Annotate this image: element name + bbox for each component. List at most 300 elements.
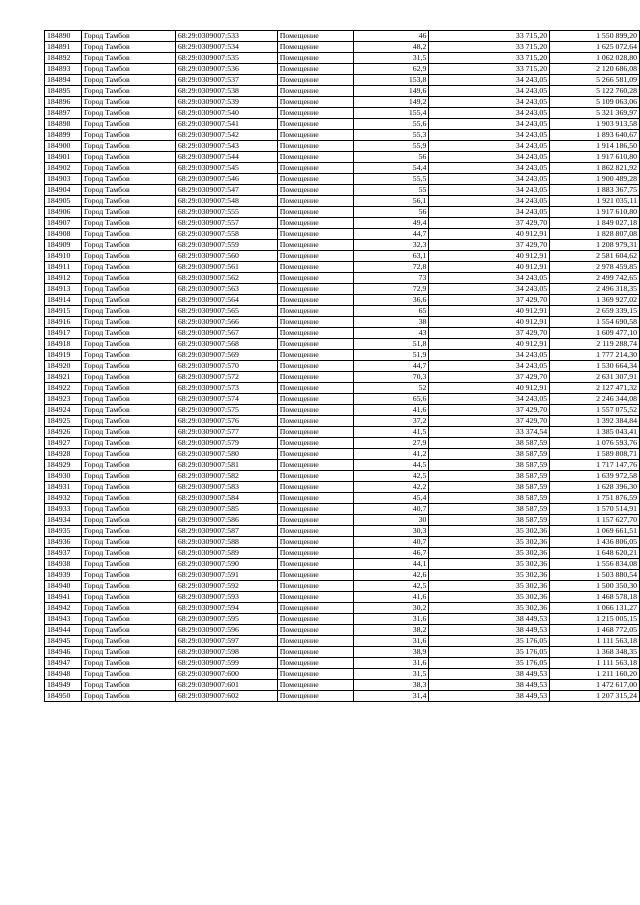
- object-type-cell: Помещение: [277, 130, 353, 141]
- total-value-cell: 1 609 477,10: [550, 328, 640, 339]
- unit-price-cell: 34 243,05: [429, 185, 550, 196]
- total-value-cell: 1 570 514,91: [550, 504, 640, 515]
- unit-price-cell: 34 243,05: [429, 350, 550, 361]
- total-value-cell: 1 648 620,21: [550, 548, 640, 559]
- area-cell: 73: [353, 273, 429, 284]
- area-cell: 44,1: [353, 559, 429, 570]
- cadastral-number-cell: 68:29:0309007:559: [175, 240, 277, 251]
- unit-price-cell: 34 243,05: [429, 196, 550, 207]
- unit-price-cell: 37 429,70: [429, 372, 550, 383]
- table-row: [45, 64, 640, 75]
- object-type-cell: Помещение: [277, 284, 353, 295]
- city-cell: Город Тамбов: [81, 306, 175, 317]
- row-id-cell: 184928: [45, 449, 82, 460]
- unit-price-cell: 34 243,05: [429, 108, 550, 119]
- cadastral-number-cell: 68:29:0309007:569: [175, 350, 277, 361]
- table-row: [45, 361, 640, 372]
- object-type-cell: Помещение: [277, 31, 353, 42]
- unit-price-cell: 38 587,59: [429, 438, 550, 449]
- unit-price-cell: 37 429,70: [429, 295, 550, 306]
- area-cell: 40,7: [353, 537, 429, 548]
- unit-price-cell: 34 243,05: [429, 119, 550, 130]
- area-cell: 38,3: [353, 680, 429, 691]
- object-type-cell: Помещение: [277, 119, 353, 130]
- object-type-cell: Помещение: [277, 581, 353, 592]
- area-cell: 41,5: [353, 427, 429, 438]
- unit-price-cell: 34 243,05: [429, 97, 550, 108]
- total-value-cell: 1 914 186,50: [550, 141, 640, 152]
- object-type-cell: Помещение: [277, 658, 353, 669]
- city-cell: Город Тамбов: [81, 284, 175, 295]
- table-row: [45, 658, 640, 669]
- unit-price-cell: 35 176,05: [429, 636, 550, 647]
- total-value-cell: 1 557 075,52: [550, 405, 640, 416]
- cadastral-number-cell: 68:29:0309007:545: [175, 163, 277, 174]
- cadastral-number-cell: 68:29:0309007:566: [175, 317, 277, 328]
- total-value-cell: 2 119 288,74: [550, 339, 640, 350]
- cadastral-number-cell: 68:29:0309007:543: [175, 141, 277, 152]
- city-cell: Город Тамбов: [81, 339, 175, 350]
- row-id-cell: 184901: [45, 152, 82, 163]
- city-cell: Город Тамбов: [81, 42, 175, 53]
- city-cell: Город Тамбов: [81, 427, 175, 438]
- area-cell: 41,2: [353, 449, 429, 460]
- row-id-cell: 184915: [45, 306, 82, 317]
- row-id-cell: 184937: [45, 548, 82, 559]
- cadastral-number-cell: 68:29:0309007:587: [175, 526, 277, 537]
- unit-price-cell: 37 429,70: [429, 218, 550, 229]
- cadastral-number-cell: 68:29:0309007:541: [175, 119, 277, 130]
- city-cell: Город Тамбов: [81, 273, 175, 284]
- row-id-cell: 184907: [45, 218, 82, 229]
- table-row: [45, 570, 640, 581]
- table-row: [45, 394, 640, 405]
- object-type-cell: Помещение: [277, 328, 353, 339]
- total-value-cell: 1 500 350,30: [550, 581, 640, 592]
- table-row: [45, 537, 640, 548]
- city-cell: Город Тамбов: [81, 152, 175, 163]
- total-value-cell: 2 127 471,32: [550, 383, 640, 394]
- city-cell: Город Тамбов: [81, 229, 175, 240]
- cadastral-number-cell: 68:29:0309007:557: [175, 218, 277, 229]
- area-cell: 49,4: [353, 218, 429, 229]
- table-row: [45, 42, 640, 53]
- object-type-cell: Помещение: [277, 163, 353, 174]
- object-type-cell: Помещение: [277, 493, 353, 504]
- total-value-cell: 1 111 563,18: [550, 658, 640, 669]
- row-id-cell: 184911: [45, 262, 82, 273]
- unit-price-cell: 38 449,53: [429, 691, 550, 702]
- total-value-cell: 1 368 348,35: [550, 647, 640, 658]
- row-id-cell: 184895: [45, 86, 82, 97]
- total-value-cell: 1 900 489,28: [550, 174, 640, 185]
- city-cell: Город Тамбов: [81, 405, 175, 416]
- area-cell: 56: [353, 152, 429, 163]
- row-id-cell: 184925: [45, 416, 82, 427]
- cadastral-number-cell: 68:29:0309007:590: [175, 559, 277, 570]
- table-row: [45, 163, 640, 174]
- row-id-cell: 184899: [45, 130, 82, 141]
- unit-price-cell: 34 243,05: [429, 152, 550, 163]
- table-row: [45, 427, 640, 438]
- unit-price-cell: 38 587,59: [429, 493, 550, 504]
- city-cell: Город Тамбов: [81, 317, 175, 328]
- city-cell: Город Тамбов: [81, 75, 175, 86]
- unit-price-cell: 35 302,36: [429, 570, 550, 581]
- cadastral-number-cell: 68:29:0309007:548: [175, 196, 277, 207]
- unit-price-cell: 34 243,05: [429, 75, 550, 86]
- unit-price-cell: 40 912,91: [429, 383, 550, 394]
- unit-price-cell: 34 243,05: [429, 207, 550, 218]
- object-type-cell: Помещение: [277, 174, 353, 185]
- area-cell: 65: [353, 306, 429, 317]
- unit-price-cell: 34 243,05: [429, 86, 550, 97]
- total-value-cell: 1 589 808,71: [550, 449, 640, 460]
- unit-price-cell: 38 587,59: [429, 482, 550, 493]
- city-cell: Город Тамбов: [81, 658, 175, 669]
- table-row: [45, 405, 640, 416]
- object-type-cell: Помещение: [277, 416, 353, 427]
- object-type-cell: Помещение: [277, 592, 353, 603]
- city-cell: Город Тамбов: [81, 383, 175, 394]
- city-cell: Город Тамбов: [81, 251, 175, 262]
- unit-price-cell: 35 176,05: [429, 647, 550, 658]
- area-cell: 54,4: [353, 163, 429, 174]
- cadastral-number-cell: 68:29:0309007:594: [175, 603, 277, 614]
- city-cell: Город Тамбов: [81, 163, 175, 174]
- table-row: [45, 636, 640, 647]
- total-value-cell: 1 211 160,20: [550, 669, 640, 680]
- area-cell: 149,2: [353, 97, 429, 108]
- area-cell: 37,2: [353, 416, 429, 427]
- unit-price-cell: 33 374,54: [429, 427, 550, 438]
- city-cell: Город Тамбов: [81, 108, 175, 119]
- total-value-cell: 1 472 617,00: [550, 680, 640, 691]
- area-cell: 44,7: [353, 229, 429, 240]
- object-type-cell: Помещение: [277, 141, 353, 152]
- row-id-cell: 184912: [45, 273, 82, 284]
- cadastral-number-cell: 68:29:0309007:564: [175, 295, 277, 306]
- row-id-cell: 184896: [45, 97, 82, 108]
- city-cell: Город Тамбов: [81, 592, 175, 603]
- object-type-cell: Помещение: [277, 471, 353, 482]
- total-value-cell: 1 917 610,80: [550, 207, 640, 218]
- object-type-cell: Помещение: [277, 185, 353, 196]
- city-cell: Город Тамбов: [81, 581, 175, 592]
- row-id-cell: 184913: [45, 284, 82, 295]
- unit-price-cell: 37 429,70: [429, 240, 550, 251]
- cadastral-number-cell: 68:29:0309007:582: [175, 471, 277, 482]
- row-id-cell: 184945: [45, 636, 82, 647]
- object-type-cell: Помещение: [277, 207, 353, 218]
- row-id-cell: 184919: [45, 350, 82, 361]
- total-value-cell: 1 828 807,08: [550, 229, 640, 240]
- area-cell: 42,5: [353, 471, 429, 482]
- city-cell: Город Тамбов: [81, 680, 175, 691]
- table-row: [45, 592, 640, 603]
- row-id-cell: 184929: [45, 460, 82, 471]
- city-cell: Город Тамбов: [81, 31, 175, 42]
- row-id-cell: 184916: [45, 317, 82, 328]
- row-id-cell: 184939: [45, 570, 82, 581]
- area-cell: 42,5: [353, 581, 429, 592]
- city-cell: Город Тамбов: [81, 174, 175, 185]
- cadastral-number-cell: 68:29:0309007:585: [175, 504, 277, 515]
- cadastral-number-cell: 68:29:0309007:596: [175, 625, 277, 636]
- cadastral-number-cell: 68:29:0309007:534: [175, 42, 277, 53]
- object-type-cell: Помещение: [277, 317, 353, 328]
- object-type-cell: Помещение: [277, 614, 353, 625]
- unit-price-cell: 40 912,91: [429, 251, 550, 262]
- area-cell: 51,9: [353, 350, 429, 361]
- city-cell: Город Тамбов: [81, 471, 175, 482]
- table-row: [45, 680, 640, 691]
- cadastral-number-cell: 68:29:0309007:560: [175, 251, 277, 262]
- row-id-cell: 184906: [45, 207, 82, 218]
- cadastral-number-cell: 68:29:0309007:586: [175, 515, 277, 526]
- row-id-cell: 184934: [45, 515, 82, 526]
- area-cell: 56: [353, 207, 429, 218]
- area-cell: 38,9: [353, 647, 429, 658]
- city-cell: Город Тамбов: [81, 262, 175, 273]
- city-cell: Город Тамбов: [81, 240, 175, 251]
- row-id-cell: 184922: [45, 383, 82, 394]
- cadastral-number-cell: 68:29:0309007:546: [175, 174, 277, 185]
- row-id-cell: 184942: [45, 603, 82, 614]
- area-cell: 56,1: [353, 196, 429, 207]
- cadastral-number-cell: 68:29:0309007:555: [175, 207, 277, 218]
- unit-price-cell: 34 243,05: [429, 141, 550, 152]
- table-row: [45, 240, 640, 251]
- object-type-cell: Помещение: [277, 504, 353, 515]
- total-value-cell: 5 321 369,97: [550, 108, 640, 119]
- total-value-cell: 1 436 806,05: [550, 537, 640, 548]
- row-id-cell: 184917: [45, 328, 82, 339]
- table-row: [45, 174, 640, 185]
- unit-price-cell: 38 449,53: [429, 625, 550, 636]
- area-cell: 155,4: [353, 108, 429, 119]
- table-row: [45, 86, 640, 97]
- cadastral-number-cell: 68:29:0309007:584: [175, 493, 277, 504]
- cadastral-number-cell: 68:29:0309007:568: [175, 339, 277, 350]
- cadastral-number-cell: 68:29:0309007:561: [175, 262, 277, 273]
- total-value-cell: 1 111 563,18: [550, 636, 640, 647]
- city-cell: Город Тамбов: [81, 130, 175, 141]
- cadastral-number-cell: 68:29:0309007:599: [175, 658, 277, 669]
- unit-price-cell: 33 715,20: [429, 31, 550, 42]
- object-type-cell: Помещение: [277, 438, 353, 449]
- unit-price-cell: 34 243,05: [429, 273, 550, 284]
- table-row: [45, 141, 640, 152]
- row-id-cell: 184944: [45, 625, 82, 636]
- cadastral-number-cell: 68:29:0309007:576: [175, 416, 277, 427]
- table-row: [45, 383, 640, 394]
- area-cell: 62,9: [353, 64, 429, 75]
- row-id-cell: 184935: [45, 526, 82, 537]
- cadastral-number-cell: 68:29:0309007:579: [175, 438, 277, 449]
- cadastral-number-cell: 68:29:0309007:601: [175, 680, 277, 691]
- city-cell: Город Тамбов: [81, 515, 175, 526]
- cadastral-number-cell: 68:29:0309007:572: [175, 372, 277, 383]
- total-value-cell: 1 777 214,30: [550, 350, 640, 361]
- total-value-cell: 2 496 318,35: [550, 284, 640, 295]
- table-row: [45, 207, 640, 218]
- unit-price-cell: 40 912,91: [429, 229, 550, 240]
- object-type-cell: Помещение: [277, 306, 353, 317]
- area-cell: 38,2: [353, 625, 429, 636]
- table-row: [45, 647, 640, 658]
- row-id-cell: 184894: [45, 75, 82, 86]
- object-type-cell: Помещение: [277, 526, 353, 537]
- unit-price-cell: 37 429,70: [429, 416, 550, 427]
- cadastral-number-cell: 68:29:0309007:581: [175, 460, 277, 471]
- unit-price-cell: 40 912,91: [429, 317, 550, 328]
- cadastral-number-cell: 68:29:0309007:538: [175, 86, 277, 97]
- table-row: [45, 273, 640, 284]
- area-cell: 65,6: [353, 394, 429, 405]
- object-type-cell: Помещение: [277, 636, 353, 647]
- object-type-cell: Помещение: [277, 537, 353, 548]
- row-id-cell: 184918: [45, 339, 82, 350]
- total-value-cell: 5 266 581,09: [550, 75, 640, 86]
- unit-price-cell: 35 302,36: [429, 559, 550, 570]
- row-id-cell: 184900: [45, 141, 82, 152]
- city-cell: Город Тамбов: [81, 350, 175, 361]
- area-cell: 72,8: [353, 262, 429, 273]
- row-id-cell: 184897: [45, 108, 82, 119]
- total-value-cell: 1 625 072,64: [550, 42, 640, 53]
- object-type-cell: Помещение: [277, 75, 353, 86]
- total-value-cell: 1 639 972,58: [550, 471, 640, 482]
- table-row: [45, 416, 640, 427]
- total-value-cell: 2 499 742,65: [550, 273, 640, 284]
- table-row: [45, 185, 640, 196]
- table-row: [45, 493, 640, 504]
- area-cell: 55,5: [353, 174, 429, 185]
- cadastral-number-cell: 68:29:0309007:602: [175, 691, 277, 702]
- total-value-cell: 1 385 043,41: [550, 427, 640, 438]
- unit-price-cell: 34 243,05: [429, 284, 550, 295]
- area-cell: 30: [353, 515, 429, 526]
- table-row: [45, 31, 640, 42]
- object-type-cell: Помещение: [277, 229, 353, 240]
- area-cell: 70,3: [353, 372, 429, 383]
- total-value-cell: 1 893 640,67: [550, 130, 640, 141]
- table-row: [45, 218, 640, 229]
- cadastral-number-cell: 68:29:0309007:567: [175, 328, 277, 339]
- row-id-cell: 184941: [45, 592, 82, 603]
- object-type-cell: Помещение: [277, 262, 353, 273]
- city-cell: Город Тамбов: [81, 559, 175, 570]
- row-id-cell: 184950: [45, 691, 82, 702]
- table-row: [45, 438, 640, 449]
- row-id-cell: 184893: [45, 64, 82, 75]
- total-value-cell: 2 978 459,85: [550, 262, 640, 273]
- object-type-cell: Помещение: [277, 295, 353, 306]
- unit-price-cell: 34 243,05: [429, 130, 550, 141]
- table-row: [45, 108, 640, 119]
- area-cell: 72,9: [353, 284, 429, 295]
- table-row: [45, 581, 640, 592]
- row-id-cell: 184914: [45, 295, 82, 306]
- row-id-cell: 184923: [45, 394, 82, 405]
- area-cell: 55,6: [353, 119, 429, 130]
- row-id-cell: 184949: [45, 680, 82, 691]
- area-cell: 41,6: [353, 405, 429, 416]
- table-row: [45, 350, 640, 361]
- table-row: [45, 515, 640, 526]
- area-cell: 27,9: [353, 438, 429, 449]
- city-cell: Город Тамбов: [81, 64, 175, 75]
- area-cell: 51,8: [353, 339, 429, 350]
- object-type-cell: Помещение: [277, 152, 353, 163]
- unit-price-cell: 37 429,70: [429, 405, 550, 416]
- cadastral-number-cell: 68:29:0309007:539: [175, 97, 277, 108]
- area-cell: 55,9: [353, 141, 429, 152]
- table-row: [45, 614, 640, 625]
- total-value-cell: 1 076 593,76: [550, 438, 640, 449]
- area-cell: 46,7: [353, 548, 429, 559]
- cadastral-number-cell: 68:29:0309007:588: [175, 537, 277, 548]
- table-row: [45, 449, 640, 460]
- area-cell: 48,2: [353, 42, 429, 53]
- area-cell: 45,4: [353, 493, 429, 504]
- row-id-cell: 184909: [45, 240, 82, 251]
- city-cell: Город Тамбов: [81, 86, 175, 97]
- table-row: [45, 339, 640, 350]
- row-id-cell: 184930: [45, 471, 82, 482]
- area-cell: 42,6: [353, 570, 429, 581]
- row-id-cell: 184898: [45, 119, 82, 130]
- table-row: [45, 548, 640, 559]
- unit-price-cell: 38 587,59: [429, 515, 550, 526]
- cadastral-number-cell: 68:29:0309007:593: [175, 592, 277, 603]
- cadastral-number-cell: 68:29:0309007:597: [175, 636, 277, 647]
- total-value-cell: 1 157 627,70: [550, 515, 640, 526]
- city-cell: Город Тамбов: [81, 669, 175, 680]
- city-cell: Город Тамбов: [81, 218, 175, 229]
- total-value-cell: 1 921 035,11: [550, 196, 640, 207]
- area-cell: 32,3: [353, 240, 429, 251]
- object-type-cell: Помещение: [277, 460, 353, 471]
- city-cell: Город Тамбов: [81, 53, 175, 64]
- area-cell: 55: [353, 185, 429, 196]
- city-cell: Город Тамбов: [81, 328, 175, 339]
- unit-price-cell: 40 912,91: [429, 306, 550, 317]
- total-value-cell: 2 631 307,91: [550, 372, 640, 383]
- object-type-cell: Помещение: [277, 515, 353, 526]
- row-id-cell: 184946: [45, 647, 82, 658]
- object-type-cell: Помещение: [277, 647, 353, 658]
- object-type-cell: Помещение: [277, 603, 353, 614]
- unit-price-cell: 40 912,91: [429, 262, 550, 273]
- row-id-cell: 184932: [45, 493, 82, 504]
- city-cell: Город Тамбов: [81, 526, 175, 537]
- table-row: [45, 372, 640, 383]
- table-row: [45, 482, 640, 493]
- total-value-cell: 1 468 772,05: [550, 625, 640, 636]
- cadastral-number-cell: 68:29:0309007:558: [175, 229, 277, 240]
- cadastral-number-cell: 68:29:0309007:591: [175, 570, 277, 581]
- unit-price-cell: 35 302,36: [429, 537, 550, 548]
- area-cell: 30,2: [353, 603, 429, 614]
- object-type-cell: Помещение: [277, 42, 353, 53]
- area-cell: 52: [353, 383, 429, 394]
- unit-price-cell: 38 449,53: [429, 614, 550, 625]
- unit-price-cell: 38 449,53: [429, 680, 550, 691]
- total-value-cell: 5 109 063,06: [550, 97, 640, 108]
- unit-price-cell: 38 449,53: [429, 669, 550, 680]
